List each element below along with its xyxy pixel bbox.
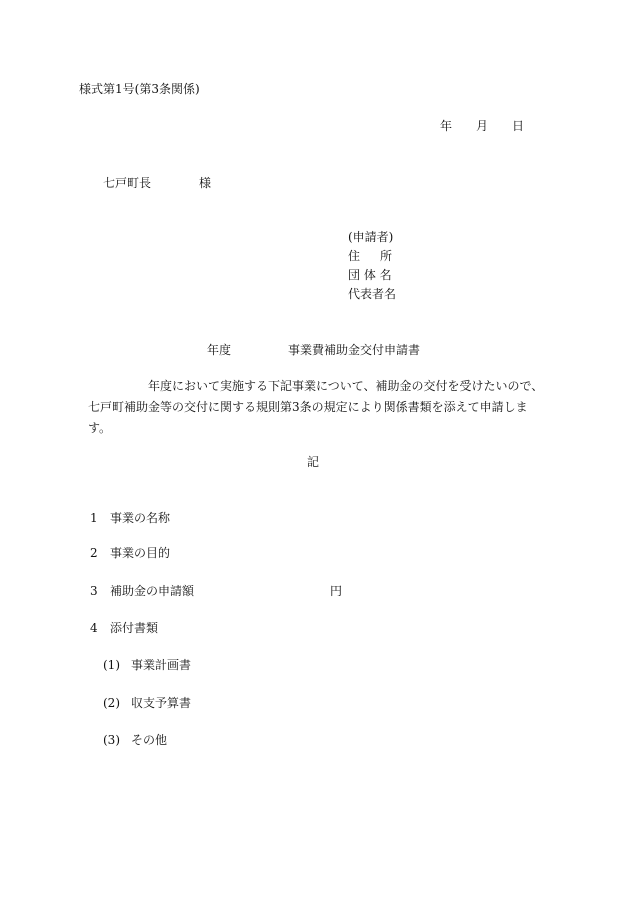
attachment-label: その他 bbox=[131, 733, 168, 747]
applicant-heading: (申請者) bbox=[348, 230, 394, 244]
attachment-number: (3) bbox=[103, 733, 120, 747]
item-number: 3 bbox=[90, 584, 98, 598]
item-3 bbox=[90, 584, 194, 598]
item-label: 事業の目的 bbox=[110, 546, 171, 560]
applicant-address-label bbox=[348, 249, 392, 263]
item-label: 補助金の申請額 bbox=[110, 584, 195, 598]
ki-heading: 記 bbox=[307, 455, 320, 469]
attachment-number: (2) bbox=[103, 696, 120, 710]
attachment-label: 事業計画書 bbox=[131, 658, 192, 672]
date-line bbox=[440, 119, 524, 133]
addressee-title: 七戸町長 bbox=[103, 176, 152, 190]
address-label-first: 住 bbox=[348, 249, 361, 263]
item-label: 事業の名称 bbox=[110, 511, 171, 525]
date-month-label: 月 bbox=[476, 119, 489, 133]
addressee-honorific: 様 bbox=[199, 176, 212, 190]
item-number: 4 bbox=[90, 621, 98, 635]
item-1 bbox=[90, 511, 170, 525]
addressee-line bbox=[103, 176, 211, 190]
attachment-1 bbox=[103, 658, 191, 672]
item-number: 1 bbox=[90, 511, 98, 525]
applicant-group-label: 団 体 名 bbox=[348, 268, 392, 282]
item-label: 添付書類 bbox=[110, 621, 159, 635]
address-label-second: 所 bbox=[380, 249, 393, 263]
attachment-3 bbox=[103, 733, 167, 747]
item-4 bbox=[90, 621, 158, 635]
date-day-label: 日 bbox=[512, 119, 525, 133]
item-number: 2 bbox=[90, 546, 98, 560]
title-text: 事業費補助金交付申請書 bbox=[288, 343, 421, 357]
date-year-label: 年 bbox=[440, 119, 453, 133]
fiscal-year-label: 年度 bbox=[207, 343, 232, 357]
body-paragraph: 年度において実施する下記事業について、補助金の交付を受けたいので、七戸町補助金等の交付に関する規則第3条の規定により関係書類を添えて申請します。 bbox=[88, 379, 544, 435]
attachment-number: (1) bbox=[103, 658, 120, 672]
form-number: 様式第1号(第3条関係) bbox=[79, 82, 200, 96]
applicant-rep-label: 代表者名 bbox=[348, 287, 397, 301]
amount-unit: 円 bbox=[330, 584, 343, 598]
attachment-label: 収支予算書 bbox=[131, 696, 192, 710]
attachment-2 bbox=[103, 696, 191, 710]
item-2 bbox=[90, 546, 170, 560]
document-title bbox=[207, 343, 420, 357]
